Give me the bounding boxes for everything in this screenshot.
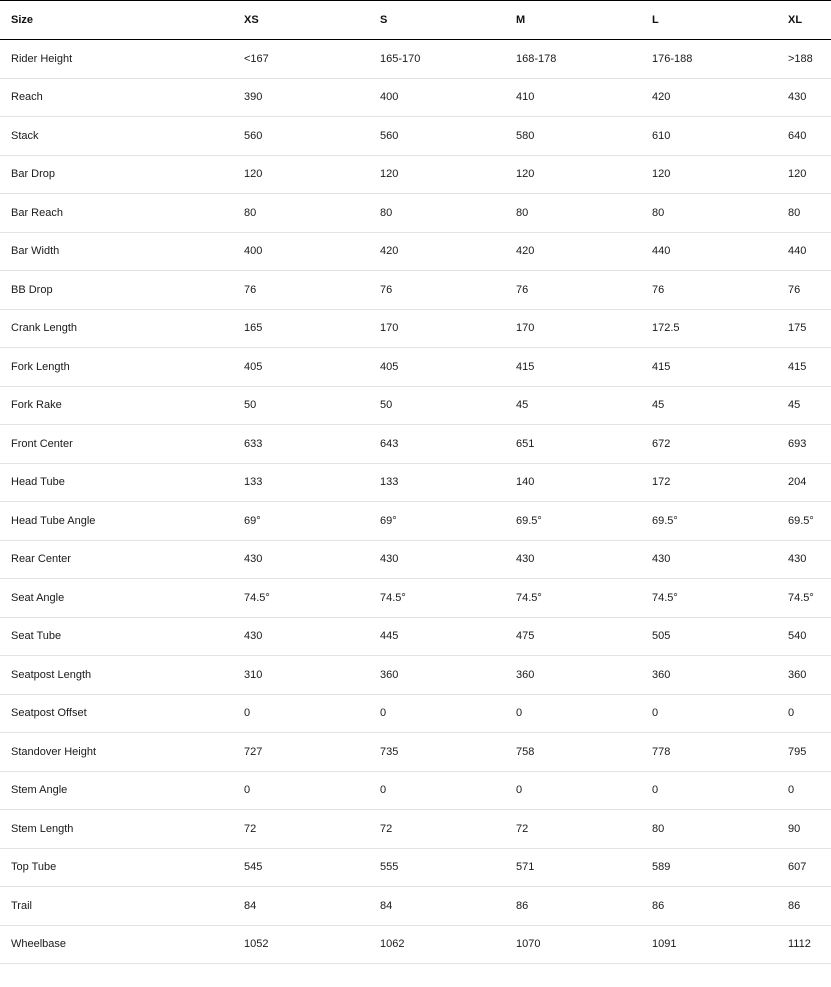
row-label: Bar Reach	[11, 206, 63, 219]
cell-xs: <167	[244, 52, 269, 65]
row-label: Trail	[11, 899, 32, 912]
row-label: Top Tube	[11, 861, 57, 874]
cell-xl: 795	[788, 745, 807, 758]
cell-xl: 360	[788, 668, 807, 681]
cell-m: 86	[516, 899, 529, 912]
cell-m: 74.5°	[516, 591, 542, 604]
cell-m: 0	[516, 707, 523, 720]
cell-l: 420	[652, 91, 671, 104]
cell-s: 50	[380, 399, 393, 412]
row-label: Wheelbase	[11, 938, 67, 951]
cell-xl: 80	[788, 206, 801, 219]
table-row	[0, 771, 831, 810]
cell-l: 0	[652, 707, 659, 720]
table-row	[0, 925, 831, 964]
header-row	[0, 1, 831, 40]
cell-l: 76	[652, 283, 665, 296]
header-s: S	[380, 14, 388, 26]
cell-l: 69.5°	[652, 514, 678, 527]
cell-s: 0	[380, 784, 387, 797]
cell-l: 74.5°	[652, 591, 678, 604]
cell-xl: 74.5°	[788, 591, 814, 604]
cell-l: 80	[652, 822, 665, 835]
cell-l: 778	[652, 745, 671, 758]
cell-xs: 430	[244, 630, 263, 643]
table-row	[0, 540, 831, 579]
cell-m: 420	[516, 245, 535, 258]
cell-s: 643	[380, 437, 399, 450]
cell-xs: 310	[244, 668, 263, 681]
cell-m: 415	[516, 360, 535, 373]
cell-xs: 165	[244, 322, 263, 335]
cell-s: 74.5°	[380, 591, 406, 604]
cell-m: 651	[516, 437, 535, 450]
cell-xs: 633	[244, 437, 263, 450]
cell-xl: 0	[788, 707, 795, 720]
cell-m: 72	[516, 822, 529, 835]
cell-xl: 640	[788, 129, 807, 142]
cell-l: 589	[652, 861, 671, 874]
cell-xs: 84	[244, 899, 257, 912]
cell-m: 430	[516, 553, 535, 566]
table-body	[0, 40, 831, 964]
cell-xs: 390	[244, 91, 263, 104]
cell-m: 45	[516, 399, 529, 412]
table-header	[0, 1, 831, 40]
cell-m: 140	[516, 476, 535, 489]
table-row	[0, 617, 831, 656]
cell-xl: 540	[788, 630, 807, 643]
cell-xl: 440	[788, 245, 807, 258]
cell-s: 72	[380, 822, 393, 835]
row-label: Head Tube Angle	[11, 514, 96, 527]
cell-m: 571	[516, 861, 535, 874]
cell-xl: 175	[788, 322, 807, 335]
header-m: M	[516, 14, 526, 26]
table-row	[0, 733, 831, 772]
cell-l: 120	[652, 168, 671, 181]
table-row	[0, 386, 831, 425]
table-row	[0, 194, 831, 233]
table-row	[0, 463, 831, 502]
cell-l: 172	[652, 476, 671, 489]
cell-xs: 0	[244, 784, 251, 797]
header-xl: XL	[788, 14, 803, 26]
table-row	[0, 887, 831, 926]
cell-m: 170	[516, 322, 535, 335]
row-label: Bar Drop	[11, 168, 56, 181]
cell-l: 415	[652, 360, 671, 373]
cell-xs: 0	[244, 707, 251, 720]
cell-xl: 430	[788, 91, 807, 104]
row-label: Stack	[11, 129, 39, 142]
row-label: Reach	[11, 91, 43, 104]
row-label: Front Center	[11, 437, 73, 450]
cell-xl: 45	[788, 399, 801, 412]
table-row	[0, 309, 831, 348]
table-row	[0, 656, 831, 695]
cell-xs: 1052	[244, 938, 269, 951]
cell-xs: 76	[244, 283, 257, 296]
cell-s: 76	[380, 283, 393, 296]
header-xs: XS	[244, 14, 259, 26]
cell-s: 735	[380, 745, 399, 758]
cell-xl: 76	[788, 283, 801, 296]
cell-xl: 0	[788, 784, 795, 797]
cell-xl: 415	[788, 360, 807, 373]
row-label: Fork Rake	[11, 399, 62, 412]
table-row	[0, 348, 831, 387]
row-label: Seat Tube	[11, 630, 62, 643]
cell-xl: 90	[788, 822, 801, 835]
cell-l: 360	[652, 668, 671, 681]
table-row	[0, 810, 831, 849]
row-label: Head Tube	[11, 476, 65, 489]
table-row	[0, 848, 831, 887]
cell-l: 176-188	[652, 52, 693, 65]
cell-m: 410	[516, 91, 535, 104]
cell-l: 172.5	[652, 322, 680, 335]
cell-s: 360	[380, 668, 399, 681]
cell-s: 1062	[380, 938, 405, 951]
cell-s: 84	[380, 899, 393, 912]
cell-m: 69.5°	[516, 514, 542, 527]
cell-m: 168-178	[516, 52, 557, 65]
cell-s: 560	[380, 129, 399, 142]
cell-xs: 74.5°	[244, 591, 270, 604]
cell-l: 610	[652, 129, 671, 142]
cell-s: 80	[380, 206, 393, 219]
table-row	[0, 579, 831, 618]
cell-s: 400	[380, 91, 399, 104]
cell-s: 170	[380, 322, 399, 335]
header-l: L	[652, 14, 659, 26]
cell-xs: 80	[244, 206, 257, 219]
cell-m: 580	[516, 129, 535, 142]
cell-xs: 560	[244, 129, 263, 142]
row-label: Stem Angle	[11, 784, 68, 797]
row-label: Rider Height	[11, 52, 73, 65]
cell-l: 672	[652, 437, 671, 450]
cell-l: 45	[652, 399, 665, 412]
row-label: BB Drop	[11, 283, 53, 296]
cell-xs: 50	[244, 399, 257, 412]
cell-s: 420	[380, 245, 399, 258]
cell-l: 440	[652, 245, 671, 258]
table-row	[0, 232, 831, 271]
cell-xs: 405	[244, 360, 263, 373]
row-label: Crank Length	[11, 322, 78, 335]
row-label: Rear Center	[11, 553, 71, 566]
cell-m: 1070	[516, 938, 541, 951]
table-row	[0, 117, 831, 156]
row-label: Seatpost Length	[11, 668, 92, 681]
cell-xs: 133	[244, 476, 263, 489]
table-row	[0, 78, 831, 117]
cell-s: 120	[380, 168, 399, 181]
row-label: Seat Angle	[11, 591, 65, 604]
table-row	[0, 271, 831, 310]
cell-s: 430	[380, 553, 399, 566]
cell-xl: 86	[788, 899, 801, 912]
cell-xs: 545	[244, 861, 263, 874]
table-row	[0, 425, 831, 464]
cell-s: 0	[380, 707, 387, 720]
cell-s: 165-170	[380, 52, 421, 65]
cell-xs: 400	[244, 245, 263, 258]
cell-xl: 120	[788, 168, 807, 181]
cell-l: 505	[652, 630, 671, 643]
cell-l: 80	[652, 206, 665, 219]
cell-xl: 69.5°	[788, 514, 814, 527]
table-row	[0, 694, 831, 733]
row-label: Stem Length	[11, 822, 74, 835]
cell-xl: 693	[788, 437, 807, 450]
cell-s: 555	[380, 861, 399, 874]
cell-s: 133	[380, 476, 399, 489]
cell-xs: 430	[244, 553, 263, 566]
cell-m: 360	[516, 668, 535, 681]
row-label: Seatpost Offset	[11, 707, 87, 720]
cell-s: 445	[380, 630, 399, 643]
cell-xl: 430	[788, 553, 807, 566]
cell-m: 120	[516, 168, 535, 181]
row-label: Standover Height	[11, 745, 96, 758]
header-size: Size	[11, 14, 34, 26]
cell-xl: 1112	[788, 938, 811, 951]
row-label: Bar Width	[11, 245, 60, 258]
cell-l: 1091	[652, 938, 677, 951]
table-row	[0, 155, 831, 194]
cell-l: 430	[652, 553, 671, 566]
cell-m: 80	[516, 206, 529, 219]
cell-xs: 727	[244, 745, 263, 758]
row-label: Fork Length	[11, 360, 70, 373]
cell-s: 405	[380, 360, 399, 373]
cell-m: 76	[516, 283, 529, 296]
cell-l: 0	[652, 784, 659, 797]
cell-l: 86	[652, 899, 665, 912]
cell-xs: 120	[244, 168, 263, 181]
table-row	[0, 502, 831, 541]
cell-s: 69°	[380, 514, 397, 527]
cell-xl: 204	[788, 476, 807, 489]
cell-xs: 72	[244, 822, 257, 835]
table-row	[0, 40, 831, 79]
cell-xs: 69°	[244, 514, 261, 527]
cell-m: 475	[516, 630, 535, 643]
cell-xl: >188	[788, 52, 813, 65]
cell-m: 0	[516, 784, 523, 797]
cell-m: 758	[516, 745, 535, 758]
cell-xl: 607	[788, 861, 807, 874]
